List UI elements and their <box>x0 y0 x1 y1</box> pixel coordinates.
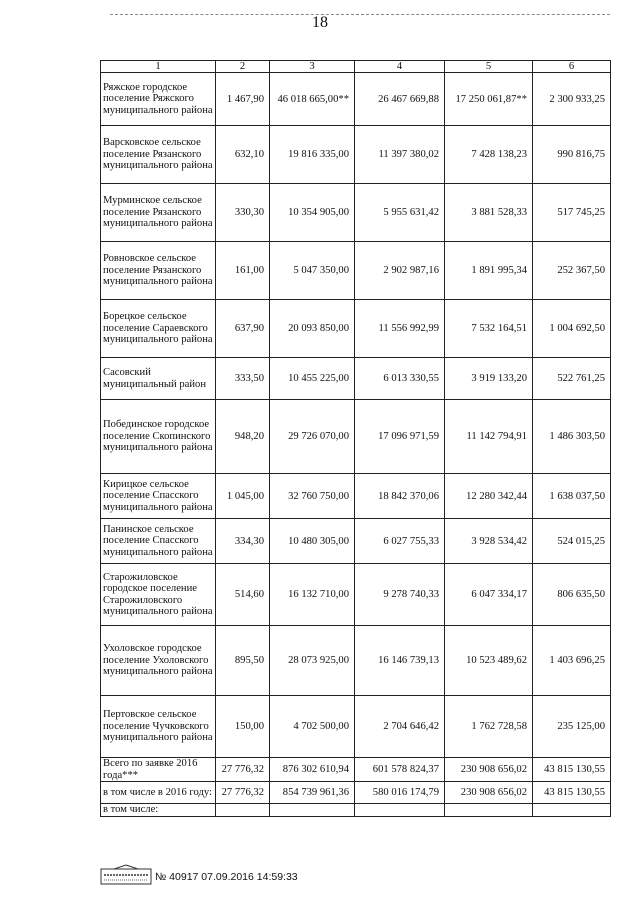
value-cell: 4 702 500,00 <box>270 696 355 758</box>
registry-stamp-icon <box>100 864 152 886</box>
value-cell: 1 045,00 <box>216 474 270 519</box>
row-name-cell: Борецкое сельское поселение Сараевского муниципального района <box>101 300 216 358</box>
table-row <box>101 519 611 564</box>
value-cell: 10 480 305,00 <box>270 519 355 564</box>
row-name-cell: Варсковское сельское поселение Рязанского муниципального района <box>101 126 216 184</box>
value-cell: 10 455 225,00 <box>270 358 355 400</box>
column-header: 4 <box>355 61 445 73</box>
value-cell: 6 047 334,17 <box>445 564 533 626</box>
value-cell: 1 467,90 <box>216 73 270 126</box>
value-cell: 28 073 925,00 <box>270 626 355 696</box>
value-cell: 46 018 665,00** <box>270 73 355 126</box>
value-cell: 9 278 740,33 <box>355 564 445 626</box>
value-cell: 2 902 987,16 <box>355 242 445 300</box>
table-row <box>101 400 611 474</box>
value-cell: 2 704 646,42 <box>355 696 445 758</box>
value-cell: 3 919 133,20 <box>445 358 533 400</box>
table-row <box>101 300 611 358</box>
table-row <box>101 126 611 184</box>
value-cell: 6 013 330,55 <box>355 358 445 400</box>
column-header: 6 <box>533 61 611 73</box>
value-cell: 161,00 <box>216 242 270 300</box>
value-cell: 5 955 631,42 <box>355 184 445 242</box>
value-cell <box>533 804 611 817</box>
value-cell: 7 532 164,51 <box>445 300 533 358</box>
value-cell: 12 280 342,44 <box>445 474 533 519</box>
value-cell: 5 047 350,00 <box>270 242 355 300</box>
row-name-cell: Панинское сельское поселение Спасского муниципального района <box>101 519 216 564</box>
column-header: 2 <box>216 61 270 73</box>
value-cell: 333,50 <box>216 358 270 400</box>
column-header: 3 <box>270 61 355 73</box>
column-header: 1 <box>101 61 216 73</box>
table-row <box>101 758 611 782</box>
value-cell: 522 761,25 <box>533 358 611 400</box>
table-row <box>101 804 611 817</box>
value-cell: 3 881 528,33 <box>445 184 533 242</box>
value-cell: 990 816,75 <box>533 126 611 184</box>
value-cell: 16 132 710,00 <box>270 564 355 626</box>
value-cell: 17 250 061,87** <box>445 73 533 126</box>
value-cell: 230 908 656,02 <box>445 782 533 804</box>
value-cell <box>216 804 270 817</box>
table-row <box>101 358 611 400</box>
value-cell: 948,20 <box>216 400 270 474</box>
value-cell: 1 486 303,50 <box>533 400 611 474</box>
row-name-cell: в том числе в 2016 году: <box>101 782 216 804</box>
value-cell: 1 891 995,34 <box>445 242 533 300</box>
value-cell: 235 125,00 <box>533 696 611 758</box>
value-cell: 20 093 850,00 <box>270 300 355 358</box>
value-cell: 6 027 755,33 <box>355 519 445 564</box>
value-cell: 601 578 824,37 <box>355 758 445 782</box>
value-cell <box>355 804 445 817</box>
table-row <box>101 184 611 242</box>
value-cell: 806 635,50 <box>533 564 611 626</box>
value-cell: 11 142 794,91 <box>445 400 533 474</box>
table-row <box>101 696 611 758</box>
value-cell: 43 815 130,55 <box>533 782 611 804</box>
value-cell: 334,30 <box>216 519 270 564</box>
value-cell: 10 354 905,00 <box>270 184 355 242</box>
value-cell: 252 367,50 <box>533 242 611 300</box>
value-cell: 1 403 696,25 <box>533 626 611 696</box>
value-cell: 2 300 933,25 <box>533 73 611 126</box>
value-cell: 19 816 335,00 <box>270 126 355 184</box>
table-row <box>101 242 611 300</box>
row-name-cell: Пертовское сельское поселение Чучковского муниципального района <box>101 696 216 758</box>
row-name-cell: Сасовский муниципальный район <box>101 358 216 400</box>
page-number: 18 <box>312 14 328 31</box>
value-cell: 1 004 692,50 <box>533 300 611 358</box>
table-header-row <box>101 61 611 73</box>
value-cell: 17 096 971,59 <box>355 400 445 474</box>
table-row <box>101 564 611 626</box>
value-cell: 854 739 961,36 <box>270 782 355 804</box>
registry-stamp-text: № 40917 07.09.2016 14:59:33 <box>155 871 298 883</box>
row-name-cell: Всего по заявке 2016 года*** <box>101 758 216 782</box>
value-cell: 150,00 <box>216 696 270 758</box>
row-name-cell: в том числе: <box>101 804 216 817</box>
row-name-cell: Кирицкое сельское поселение Спасского муниципального района <box>101 474 216 519</box>
value-cell: 43 815 130,55 <box>533 758 611 782</box>
value-cell: 29 726 070,00 <box>270 400 355 474</box>
table-row <box>101 626 611 696</box>
column-header: 5 <box>445 61 533 73</box>
value-cell: 1 762 728,58 <box>445 696 533 758</box>
value-cell: 517 745,25 <box>533 184 611 242</box>
value-cell: 524 015,25 <box>533 519 611 564</box>
value-cell: 7 428 138,23 <box>445 126 533 184</box>
value-cell: 27 776,32 <box>216 782 270 804</box>
table-row <box>101 474 611 519</box>
value-cell: 895,50 <box>216 626 270 696</box>
row-name-cell: Ряжское городское поселение Ряжского муниципального района <box>101 73 216 126</box>
row-name-cell: Побединское городское поселение Скопинского муниципального района <box>101 400 216 474</box>
data-table <box>100 60 611 817</box>
row-name-cell: Ровновское сельское поселение Рязанского муниципального района <box>101 242 216 300</box>
value-cell: 330,30 <box>216 184 270 242</box>
value-cell: 3 928 534,42 <box>445 519 533 564</box>
value-cell: 1 638 037,50 <box>533 474 611 519</box>
table-row <box>101 73 611 126</box>
row-name-cell: Мурминское сельское поселение Рязанского муниципального района <box>101 184 216 242</box>
value-cell: 580 016 174,79 <box>355 782 445 804</box>
value-cell: 11 556 992,99 <box>355 300 445 358</box>
value-cell: 16 146 739,13 <box>355 626 445 696</box>
value-cell: 514,60 <box>216 564 270 626</box>
row-name-cell: Ухоловское городское поселение Ухоловского муниципального района <box>101 626 216 696</box>
table-row <box>101 782 611 804</box>
value-cell: 18 842 370,06 <box>355 474 445 519</box>
row-name-cell: Старожиловское городское поселение Старожиловского муниципального района <box>101 564 216 626</box>
value-cell: 32 760 750,00 <box>270 474 355 519</box>
document-footer <box>100 860 400 890</box>
value-cell: 26 467 669,88 <box>355 73 445 126</box>
value-cell <box>445 804 533 817</box>
value-cell: 632,10 <box>216 126 270 184</box>
value-cell: 10 523 489,62 <box>445 626 533 696</box>
value-cell: 876 302 610,94 <box>270 758 355 782</box>
value-cell: 27 776,32 <box>216 758 270 782</box>
value-cell: 637,90 <box>216 300 270 358</box>
value-cell: 11 397 380,02 <box>355 126 445 184</box>
value-cell <box>270 804 355 817</box>
value-cell: 230 908 656,02 <box>445 758 533 782</box>
